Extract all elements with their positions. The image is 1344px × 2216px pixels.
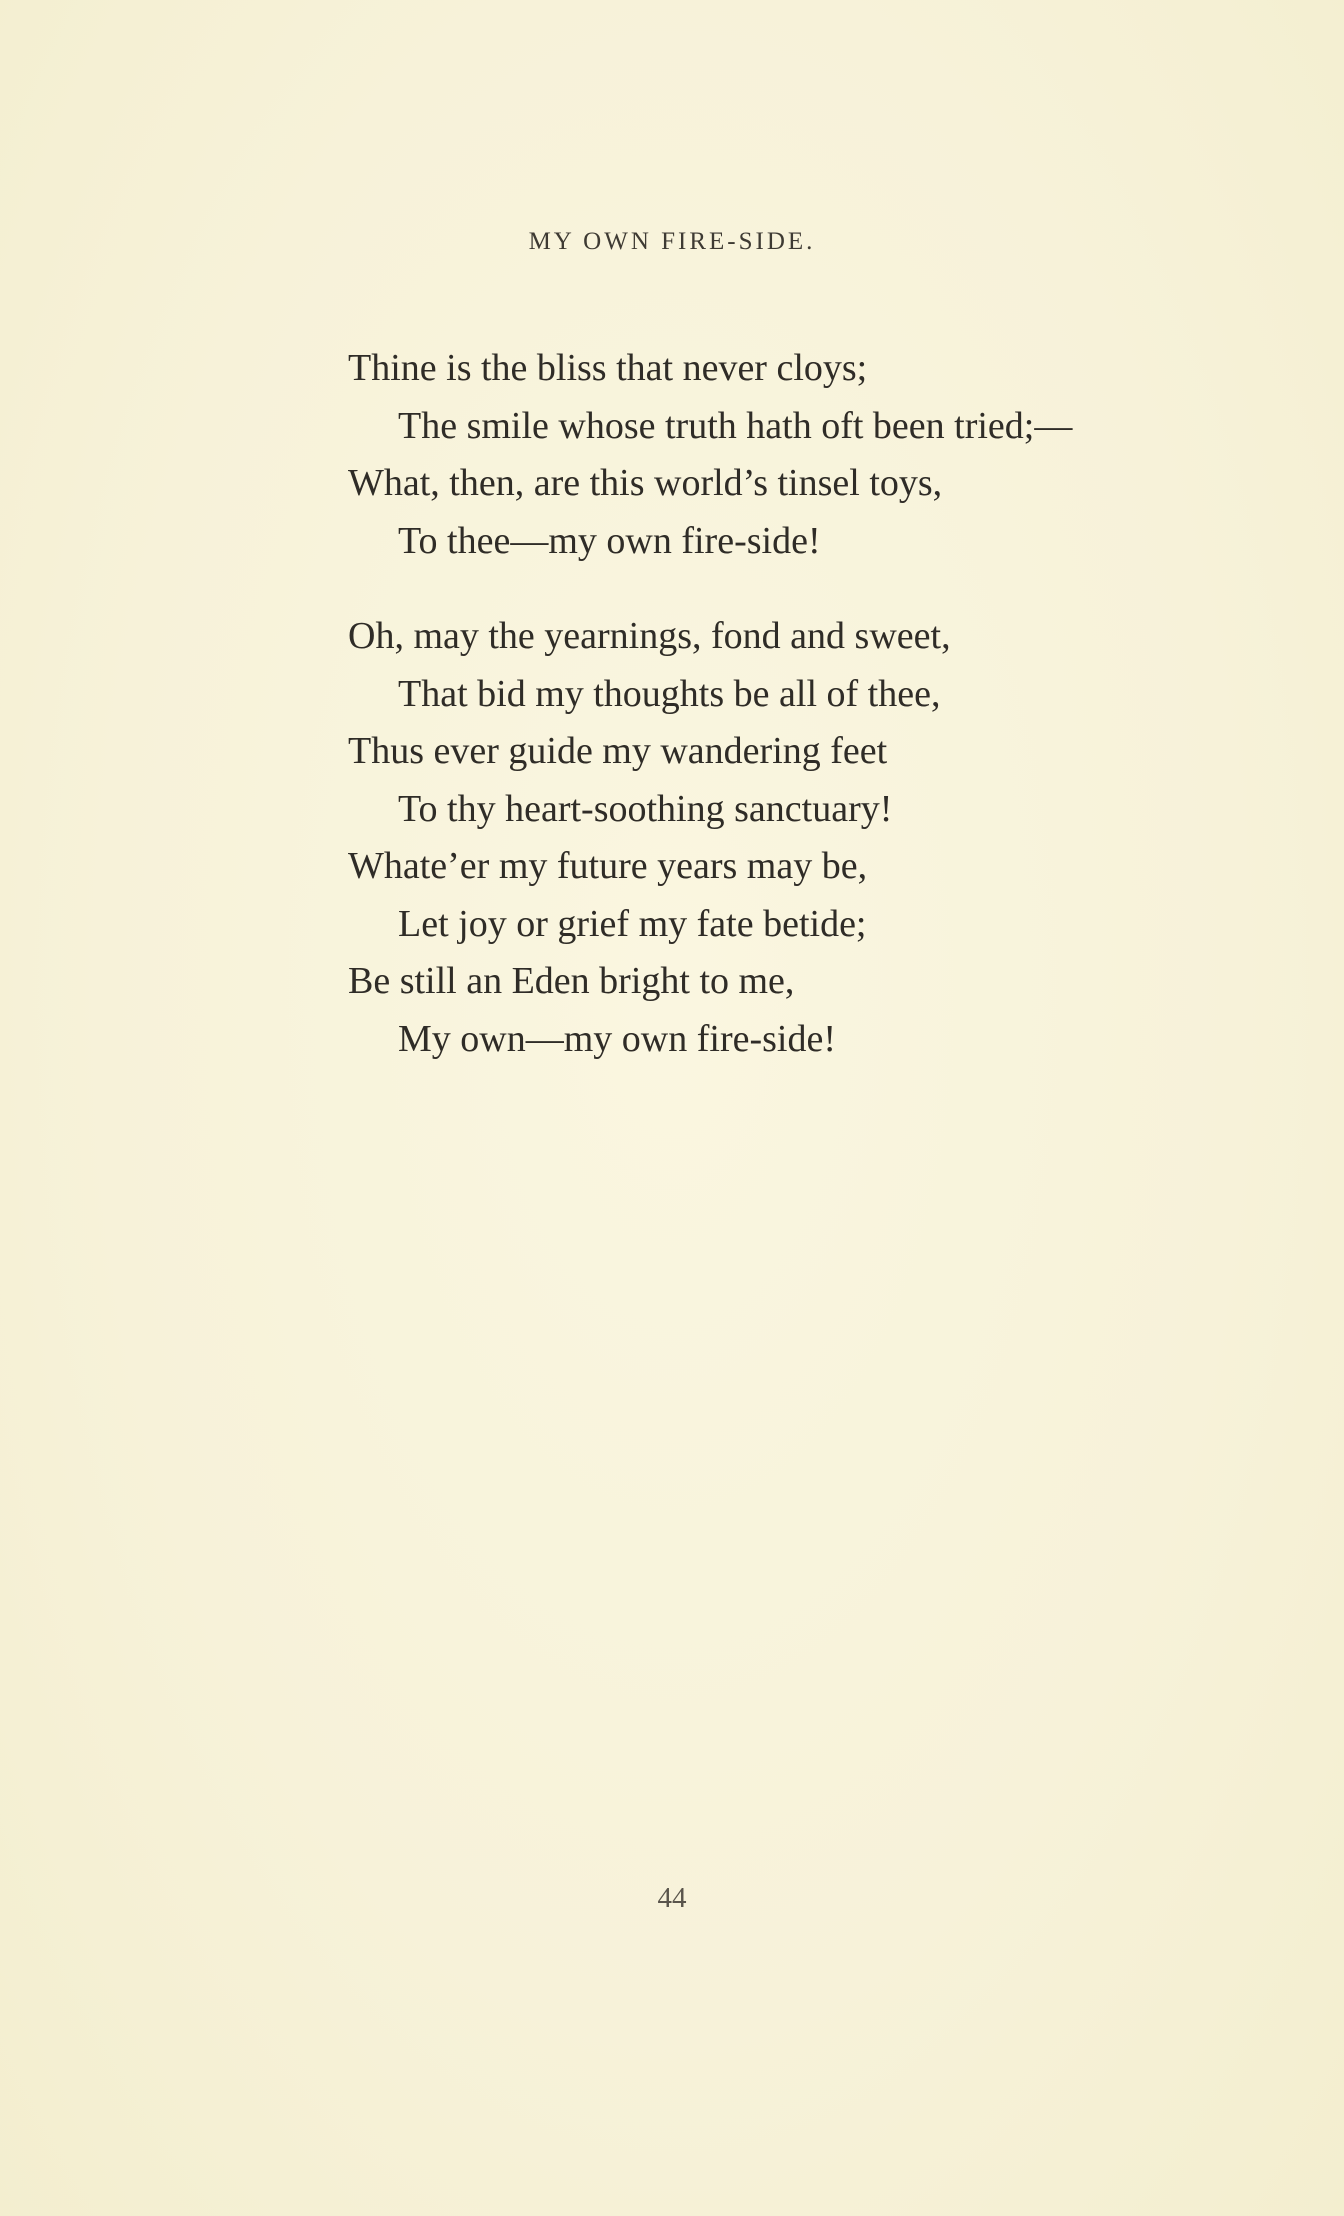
stanza-1	[348, 340, 1072, 570]
poem-line: My own—my own fire-side!	[398, 1017, 836, 1060]
running-head-title: MY OWN FIRE-SIDE.	[528, 228, 816, 255]
poem-line: Thine is the bliss that never cloys;	[348, 347, 868, 389]
poem-line: Whate’er my future years may be,	[348, 845, 868, 887]
poem-line: That bid my thoughts be all of thee,	[398, 672, 941, 715]
poem-line: Thus ever guide my wandering feet	[348, 730, 888, 772]
poem-line: Let joy or grief my fate betide;	[398, 902, 867, 945]
poem-line: What, then, are this world’s tinsel toys,	[348, 462, 943, 504]
poem-line: Oh, may the yearnings, fond and sweet,	[348, 615, 951, 657]
stanza-2	[348, 608, 1072, 1068]
poem-body	[348, 340, 1072, 1068]
poem-line: To thy heart-soothing sanctuary!	[398, 787, 893, 830]
page-number: 44	[657, 1882, 687, 1914]
poem-line: The smile whose truth hath oft been tried;—	[398, 404, 1073, 447]
poem-line: Be still an Eden bright to me,	[348, 960, 795, 1002]
poem-line: To thee—my own fire-side!	[398, 519, 821, 562]
